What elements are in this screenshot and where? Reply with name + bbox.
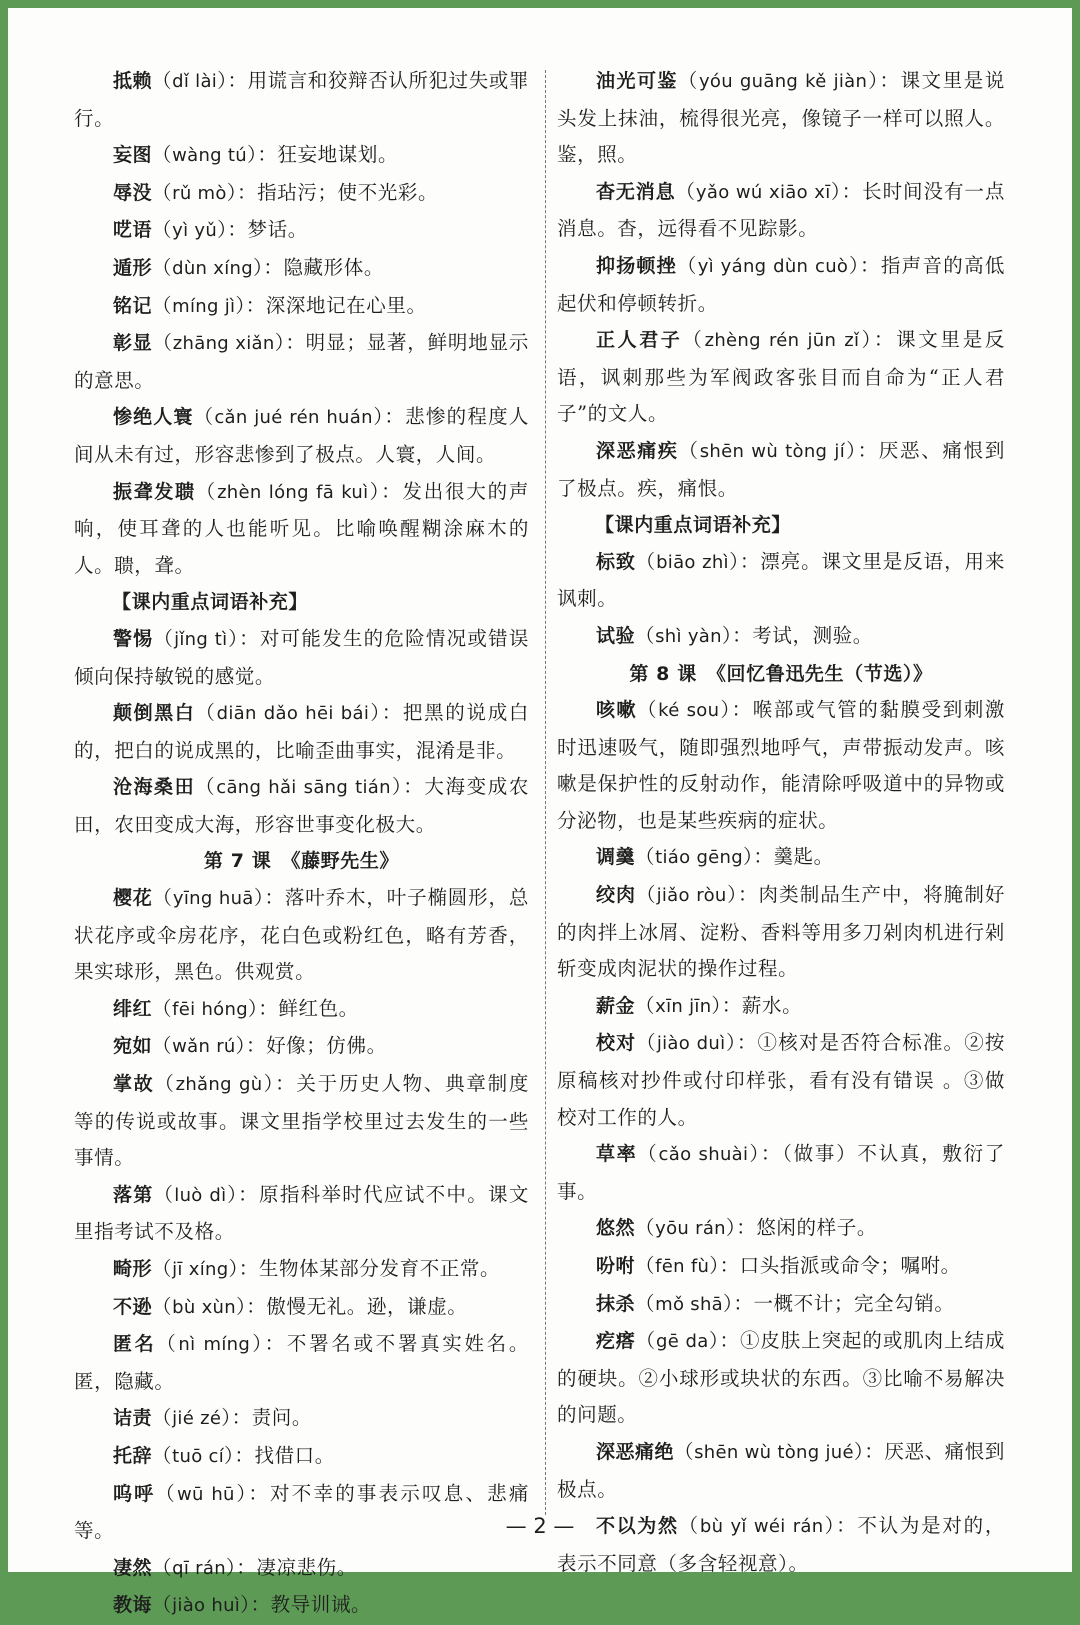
- vocab-term: 诘责: [113, 1407, 153, 1430]
- vocab-term: 咳嗽: [596, 699, 638, 722]
- vocab-entry: 樱花（yīng huā）：落叶乔木，叶子椭圆形，总状花序或伞房花序，花白色或粉红色，略有芳香，果实球形，黑色。供观赏。: [74, 886, 529, 984]
- vocab-pinyin: wū hū: [176, 1483, 235, 1505]
- vocab-definition: 不认为是对的，表示不同意（多含轻视意）。: [557, 1514, 1005, 1575]
- vocab-definition: 好像；仿佛。: [266, 1034, 387, 1058]
- vocab-definition: ①核对是否符合标准。②按原稿核对抄件或付印样张，看有没有错误 。③做校对工作的人。: [557, 1031, 1005, 1129]
- vocab-definition: 口头指派或命令；嘱咐。: [739, 1254, 961, 1277]
- lesson-title: 《回忆鲁迅先生（节选）》: [716, 662, 933, 685]
- vocab-pinyin: yóu guāng kě jiàn: [698, 71, 868, 92]
- vocab-entry: 正人君子（zhèng rén jūn zǐ）：课文里是反语，讽刺那些为军阀政客张目而自命为“正人君子”的文人。: [557, 328, 1005, 426]
- vocab-entry: 深恶痛疾（shēn wù tòng jí）：厌恶、痛恨到了极点。疾，痛恨。: [557, 438, 1005, 500]
- vocab-pinyin: nì míng: [178, 1334, 251, 1356]
- vocab-definition: 羹匙。: [773, 845, 834, 869]
- vocab-pinyin: dǐ lài: [172, 71, 218, 92]
- vocab-term: 深恶痛疾: [596, 439, 679, 462]
- vocab-term: 沧海桑田: [113, 776, 196, 799]
- page-number: — 2 —: [505, 1514, 575, 1538]
- vocab-definition: 厌恶、痛恨到了极点。疾，痛恨。: [557, 438, 1005, 500]
- vocab-definition: 对不幸的事表示叹息、悲痛等。: [74, 1481, 529, 1543]
- vocab-definition: 生物体某部分发育不正常。: [258, 1257, 501, 1280]
- vocab-term: 凄然: [113, 1556, 153, 1579]
- vocab-pinyin: qī rán: [172, 1557, 226, 1579]
- vocab-term: 杳无消息: [596, 180, 676, 203]
- vocab-pinyin: cǎn jué rén huán: [214, 407, 373, 429]
- vocab-entry: 凄然（qī rán）：凄凉悲伤。: [113, 1555, 357, 1579]
- vocab-term: 悠然: [596, 1217, 636, 1240]
- vocab-pinyin: luò dì: [174, 1184, 227, 1206]
- vocab-term: 妄图: [113, 144, 153, 167]
- lesson-heading: [557, 656, 1005, 693]
- vocab-pinyin: cǎo shuài: [658, 1144, 749, 1166]
- vocab-definition: 梦话。: [247, 218, 308, 242]
- vocab-pinyin: shēn wù tòng jí: [699, 440, 845, 462]
- vocab-term: 抑扬顿挫: [596, 254, 677, 277]
- vocab-pinyin: wàng tú: [172, 145, 247, 167]
- vocab-entry: 掌故（zhǎng gù）：关于历史人物、典章制度等的传说或故事。课文里指学校里过去发生的一些事情。: [74, 1072, 529, 1170]
- column-divider: [545, 70, 546, 1515]
- vocab-definition: 不署名或不署真实姓名。匿，隐藏。: [74, 1332, 529, 1393]
- vocab-pinyin: zhèn lóng fā kuì: [217, 481, 369, 503]
- vocab-pinyin: shēn wù tòng jué: [694, 1441, 854, 1463]
- vocab-pinyin: míng jì: [172, 295, 236, 317]
- vocab-definition: 厌恶、痛恨到极点。: [557, 1439, 1005, 1501]
- vocab-pinyin: dùn xíng: [172, 257, 253, 279]
- vocab-pinyin: diān dǎo hēi bái: [216, 703, 370, 725]
- lesson-title: 《藤野先生》: [290, 850, 400, 873]
- vocab-entry: 悠然（yōu rán）：悠闲的样子。: [596, 1216, 877, 1240]
- vocab-definition: 薪水。: [741, 993, 803, 1017]
- vocab-pinyin: jiǎo ròu: [656, 885, 727, 907]
- vocab-definition: 隐藏形体。: [283, 255, 384, 279]
- vocab-pinyin: jiào huì: [172, 1595, 241, 1617]
- vocab-term: 草率: [596, 1143, 638, 1166]
- vocab-definition: 责问。: [251, 1406, 313, 1430]
- vocab-definition: 指声音的高低起伏和停顿转折。: [557, 253, 1005, 315]
- vocab-pinyin: jié zé: [172, 1408, 222, 1430]
- vocab-pinyin: fēi hóng: [172, 998, 248, 1020]
- lesson-label: 第 8 课: [629, 662, 697, 685]
- vocab-term: 油光可鉴: [596, 70, 678, 92]
- vocab-pinyin: wǎn rú: [172, 1036, 236, 1058]
- vocab-pinyin: bù xùn: [172, 1296, 236, 1318]
- vocab-definition: 傲慢无礼。逊，谦虚。: [266, 1294, 468, 1318]
- vocab-definition: 深深地记在心里。: [265, 293, 427, 317]
- vocab-term: 振聋发聩: [113, 480, 196, 503]
- vocab-term: 樱花: [113, 887, 153, 910]
- vocab-term: 深恶痛绝: [596, 1440, 675, 1463]
- vocab-entry: 教诲（jiào huì）：教导训诫。: [113, 1593, 372, 1617]
- vocab-definition: （做事）不认真，敷衍了事。: [557, 1142, 1005, 1203]
- supplement-heading: 【课内重点词语补充】: [112, 591, 309, 614]
- vocab-pinyin: yì yáng dùn cuò: [697, 255, 849, 277]
- vocab-entry: 铭记（míng jì）：深深地记在心里。: [113, 293, 427, 317]
- vocab-term: 调羹: [596, 846, 636, 869]
- vocab-definition: 悠闲的样子。: [756, 1216, 877, 1240]
- vocab-term: 薪金: [596, 994, 636, 1017]
- vocab-pinyin: cāng hǎi sāng tián: [216, 777, 391, 799]
- vocab-definition: 关于历史人物、典章制度等的传说或故事。课文里指学校里过去发生的一些事情。: [74, 1072, 529, 1170]
- vocab-entry: 草率（cǎo shuài）：（做事）不认真，敷衍了事。: [557, 1142, 1005, 1203]
- vocab-term: 吩咐: [596, 1255, 636, 1277]
- vocab-term: 疙瘩: [596, 1330, 636, 1353]
- vocab-definition: 悲惨的程度人间从未有过，形容悲惨到了极点。人寰，人间。: [74, 405, 529, 466]
- vocab-definition: 找借口。: [254, 1443, 335, 1467]
- vocab-definition: 对可能发生的危险情况或错误倾向保持敏锐的感觉。: [74, 626, 530, 688]
- vocab-definition: 用谎言和狡辩否认所犯过失或罪行。: [74, 69, 529, 130]
- vocab-pinyin: zhāng xiǎn: [172, 333, 275, 355]
- vocab-pinyin: shì yàn: [655, 625, 722, 647]
- vocab-entry: 托辞（tuō cí）：找借口。: [113, 1443, 335, 1467]
- vocab-entry: 吩咐（fēn fù）：口头指派或命令；嘱咐。: [596, 1254, 961, 1277]
- vocab-pinyin: gē da: [656, 1331, 709, 1353]
- vocab-entry: 颠倒黑白（diān dǎo hēi bái）：把黑的说成白的，把白的说成黑的，比喻歪曲事实，混淆是非。: [74, 701, 529, 762]
- vocab-definition: 狂妄地谋划。: [277, 143, 399, 167]
- vocab-entry: 诘责（jié zé）：责问。: [113, 1406, 313, 1430]
- vocab-entry: 标致（biāo zhì）：漂亮。课文里是反语，用来讽刺。: [557, 549, 1006, 611]
- vocab-entry: 绞肉（jiǎo ròu）：肉类制品生产中，将腌制好的肉拌上冰屑、淀粉、香料等用多刀剁肉机进行剁斩变成肉泥状的操作过程。: [557, 883, 1006, 981]
- vocab-definition: 教导训诫。: [270, 1593, 372, 1617]
- vocab-term: 校对: [596, 1032, 637, 1055]
- vocab-definition: 指玷污；使不光彩。: [257, 180, 439, 204]
- vocab-entry: 遁形（dùn xíng）：隐藏形体。: [113, 255, 384, 279]
- vocab-pinyin: jiào duì: [656, 1033, 726, 1055]
- vocab-definition: 喉部或气管的黏膜受到刺激时迅速吸气，随即强烈地呼气，声带振动发声。咳嗽是保护性的反射动作，能清除呼吸道中的异物或分泌物，也是某些疾病的症状。: [557, 698, 1006, 832]
- vocab-entry: 匿名（nì míng）：不署名或不署真实姓名。匿，隐藏。: [74, 1332, 529, 1393]
- vocab-definition: 课文里是说头发上抹油，梳得很光亮，像镜子一样可以照人。鉴，照。: [557, 69, 1005, 167]
- vocab-term: 教诲: [113, 1594, 153, 1617]
- vocab-term: 颠倒黑白: [113, 702, 196, 725]
- vocab-entry: 咳嗽（ké sou）：喉部或气管的黏膜受到刺激时迅速吸气，随即强烈地呼气，声带振动发声。咳嗽是保护性的反射动作，能清除呼吸道中的异物或分泌物，也是某些疾病的症状。: [557, 698, 1006, 832]
- vocab-pinyin: fēn fù: [655, 1256, 710, 1277]
- vocab-pinyin: yīng huā: [172, 888, 254, 910]
- vocab-pinyin: tiáo gēng: [655, 847, 743, 869]
- left-column: [74, 63, 529, 1625]
- vocab-term: 惨绝人寰: [113, 406, 194, 429]
- vocab-pinyin: yōu rán: [655, 1218, 726, 1240]
- vocab-entry: 深恶痛绝（shēn wù tòng jué）：厌恶、痛恨到极点。: [557, 1439, 1005, 1501]
- vocab-entry: 警惕（jǐng tì）：对可能发生的危险情况或错误倾向保持敏锐的感觉。: [74, 626, 530, 688]
- vocab-entry: 辱没（rǔ mò）：指玷污；使不光彩。: [113, 180, 439, 204]
- vocab-term: 彰显: [113, 332, 153, 355]
- vocab-entry: 调羹（tiáo gēng）：羹匙。: [596, 845, 834, 869]
- vocab-entry: 振聋发聩（zhèn lóng fā kuì）：发出很大的声响，使耳聋的人也能听见。比喻唤醒糊涂麻木的人。聩，聋。: [74, 479, 529, 577]
- vocab-entry: 呜呼（wū hū）：对不幸的事表示叹息、悲痛等。: [74, 1481, 529, 1543]
- vocab-term: 呜呼: [113, 1482, 156, 1505]
- vocab-entry: 落第（luò dì）：原指科举时代应试不中。课文里指考试不及格。: [74, 1182, 529, 1244]
- supplement-heading: 【课内重点词语补充】: [595, 514, 792, 537]
- vocab-definition: 肉类制品生产中，将腌制好的肉拌上冰屑、淀粉、香料等用多刀剁肉机进行剁斩变成肉泥状的操作过程。: [557, 883, 1006, 981]
- vocab-entry: 彰显（zhāng xiǎn）：明显；显著，鲜明地显示的意思。: [74, 331, 529, 392]
- vocab-entry: 试验（shì yàn）：考试，测验。: [596, 623, 873, 647]
- vocab-pinyin: rǔ mò: [172, 182, 227, 204]
- vocab-term: 抹杀: [596, 1292, 636, 1315]
- vocab-entry: 畸形（jī xíng）：生物体某部分发育不正常。: [113, 1257, 501, 1280]
- vocab-entry: 薪金（xīn jīn）：薪水。: [596, 993, 803, 1017]
- document-page: [8, 8, 1072, 1617]
- vocab-entry: 宛如（wǎn rú）：好像；仿佛。: [113, 1034, 387, 1058]
- vocab-term: 绯红: [113, 997, 153, 1020]
- vocab-pinyin: mǒ shā: [655, 1293, 724, 1315]
- vocab-entry: 杳无消息（yǎo wú xiāo xī）：长时间没有一点消息。杳，远得看不见踪影。: [557, 179, 1005, 241]
- vocab-definition: 长时间没有一点消息。杳，远得看不见踪影。: [557, 179, 1005, 241]
- vocab-term: 绞肉: [596, 884, 636, 907]
- vocab-definition: 课文里是反语，讽刺那些为军阀政客张目而自命为“正人君子”的文人。: [557, 328, 1005, 426]
- vocab-entry: 惨绝人寰（cǎn jué rén huán）：悲惨的程度人间从未有过，形容悲惨到了极点。人寰，人间。: [74, 405, 529, 466]
- vocab-pinyin: biāo zhì: [656, 551, 729, 573]
- vocab-entry: 油光可鉴（yóu guāng kě jiàn）：课文里是说头发上抹油，梳得很光亮，像镜子一样可以照人。鉴，照。: [557, 69, 1005, 167]
- vocab-definition: 把黑的说成白的，把白的说成黑的，比喻歪曲事实，混淆是非。: [74, 701, 529, 762]
- vocab-definition: 大海变成农田，农田变成大海，形容世事变化极大。: [74, 775, 529, 836]
- vocab-term: 托辞: [113, 1444, 153, 1467]
- vocab-entry: 抑扬顿挫（yì yáng dùn cuò）：指声音的高低起伏和停顿转折。: [557, 253, 1005, 315]
- vocab-term: 掌故: [113, 1073, 155, 1096]
- vocab-pinyin: ké sou: [658, 700, 720, 722]
- vocab-pinyin: xīn jīn: [655, 995, 712, 1017]
- vocab-entry: 不逊（bù xùn）：傲慢无礼。逊，谦虚。: [113, 1294, 468, 1318]
- vocab-definition: 明显；显著，鲜明地显示的意思。: [74, 331, 529, 392]
- vocab-term: 不以为然: [596, 1515, 679, 1538]
- vocab-term: 不逊: [113, 1295, 153, 1318]
- vocab-term: 辱没: [113, 181, 153, 204]
- lesson-heading: [74, 843, 529, 880]
- vocab-term: 呓语: [113, 219, 153, 242]
- vocab-entry: 妄图（wàng tú）：狂妄地谋划。: [113, 143, 399, 167]
- lesson-label: 第 7 课: [203, 850, 272, 873]
- vocab-entry: 绯红（fēi hóng）：鲜红色。: [113, 996, 359, 1020]
- vocab-term: 抵赖: [113, 70, 153, 92]
- vocab-entry: 校对（jiào duì）：①核对是否符合标准。②按原稿核对抄件或付印样张，看有没有错误 。③做校对工作的人。: [557, 1031, 1005, 1129]
- vocab-term: 遁形: [113, 256, 153, 279]
- vocab-entry: 沧海桑田（cāng hǎi sāng tián）：大海变成农田，农田变成大海，形容世事变化极大。: [74, 775, 529, 836]
- vocab-pinyin: jǐng tì: [174, 628, 228, 650]
- vocab-pinyin: tuō cí: [172, 1445, 225, 1467]
- vocab-pinyin: jī xíng: [172, 1259, 229, 1280]
- vocab-entry: 呓语（yì yǔ）：梦话。: [113, 218, 308, 242]
- vocab-definition: 考试，测验。: [752, 623, 873, 647]
- vocab-definition: ①皮肤上突起的或肌肉上结成的硬块。②小球形或块状的东西。③比喻不易解决的问题。: [557, 1329, 1005, 1427]
- vocab-term: 畸形: [113, 1258, 153, 1280]
- vocab-term: 落第: [113, 1183, 154, 1206]
- vocab-term: 警惕: [113, 627, 154, 650]
- vocab-pinyin: zhèng rén jūn zǐ: [704, 330, 860, 352]
- vocab-term: 宛如: [113, 1035, 153, 1058]
- vocab-term: 正人君子: [596, 329, 683, 352]
- vocab-entry: 抵赖（dǐ lài）：用谎言和狡辩否认所犯过失或罪行。: [74, 69, 529, 130]
- vocab-pinyin: zhǎng gù: [175, 1074, 263, 1096]
- right-column: [557, 63, 1005, 1582]
- vocab-entry: 抹杀（mǒ shā）：一概不计；完全勾销。: [596, 1291, 955, 1315]
- vocab-pinyin: yì yǔ: [172, 220, 218, 242]
- vocab-term: 标致: [596, 550, 636, 573]
- vocab-definition: 一概不计；完全勾销。: [753, 1291, 955, 1315]
- vocab-definition: 发出很大的声响，使耳聋的人也能听见。比喻唤醒糊涂麻木的人。聩，聋。: [74, 479, 529, 577]
- vocab-definition: 原指科举时代应试不中。课文里指考试不及格。: [74, 1182, 529, 1244]
- vocab-term: 铭记: [113, 294, 153, 317]
- vocab-pinyin: bù yǐ wéi rán: [699, 1516, 824, 1538]
- vocab-term: 试验: [596, 624, 636, 647]
- vocab-definition: 鲜红色。: [278, 996, 359, 1020]
- vocab-pinyin: yǎo wú xiāo xī: [695, 181, 831, 203]
- vocab-definition: 漂亮。课文里是反语，用来讽刺。: [557, 549, 1006, 611]
- vocab-entry: 不以为然（bù yǐ wéi rán）：不认为是对的，表示不同意（多含轻视意）。: [557, 1514, 1005, 1575]
- vocab-definition: 落叶乔木，叶子椭圆形，总状花序或伞房花序，花白色或粉红色，略有芳香，果实球形，黑色。供观赏。: [74, 886, 529, 984]
- vocab-entry: 疙瘩（gē da）：①皮肤上突起的或肌肉上结成的硬块。②小球形或块状的东西。③比喻不易解决的问题。: [557, 1329, 1005, 1427]
- vocab-definition: 凄凉悲伤。: [256, 1555, 357, 1579]
- vocab-term: 匿名: [113, 1333, 157, 1356]
